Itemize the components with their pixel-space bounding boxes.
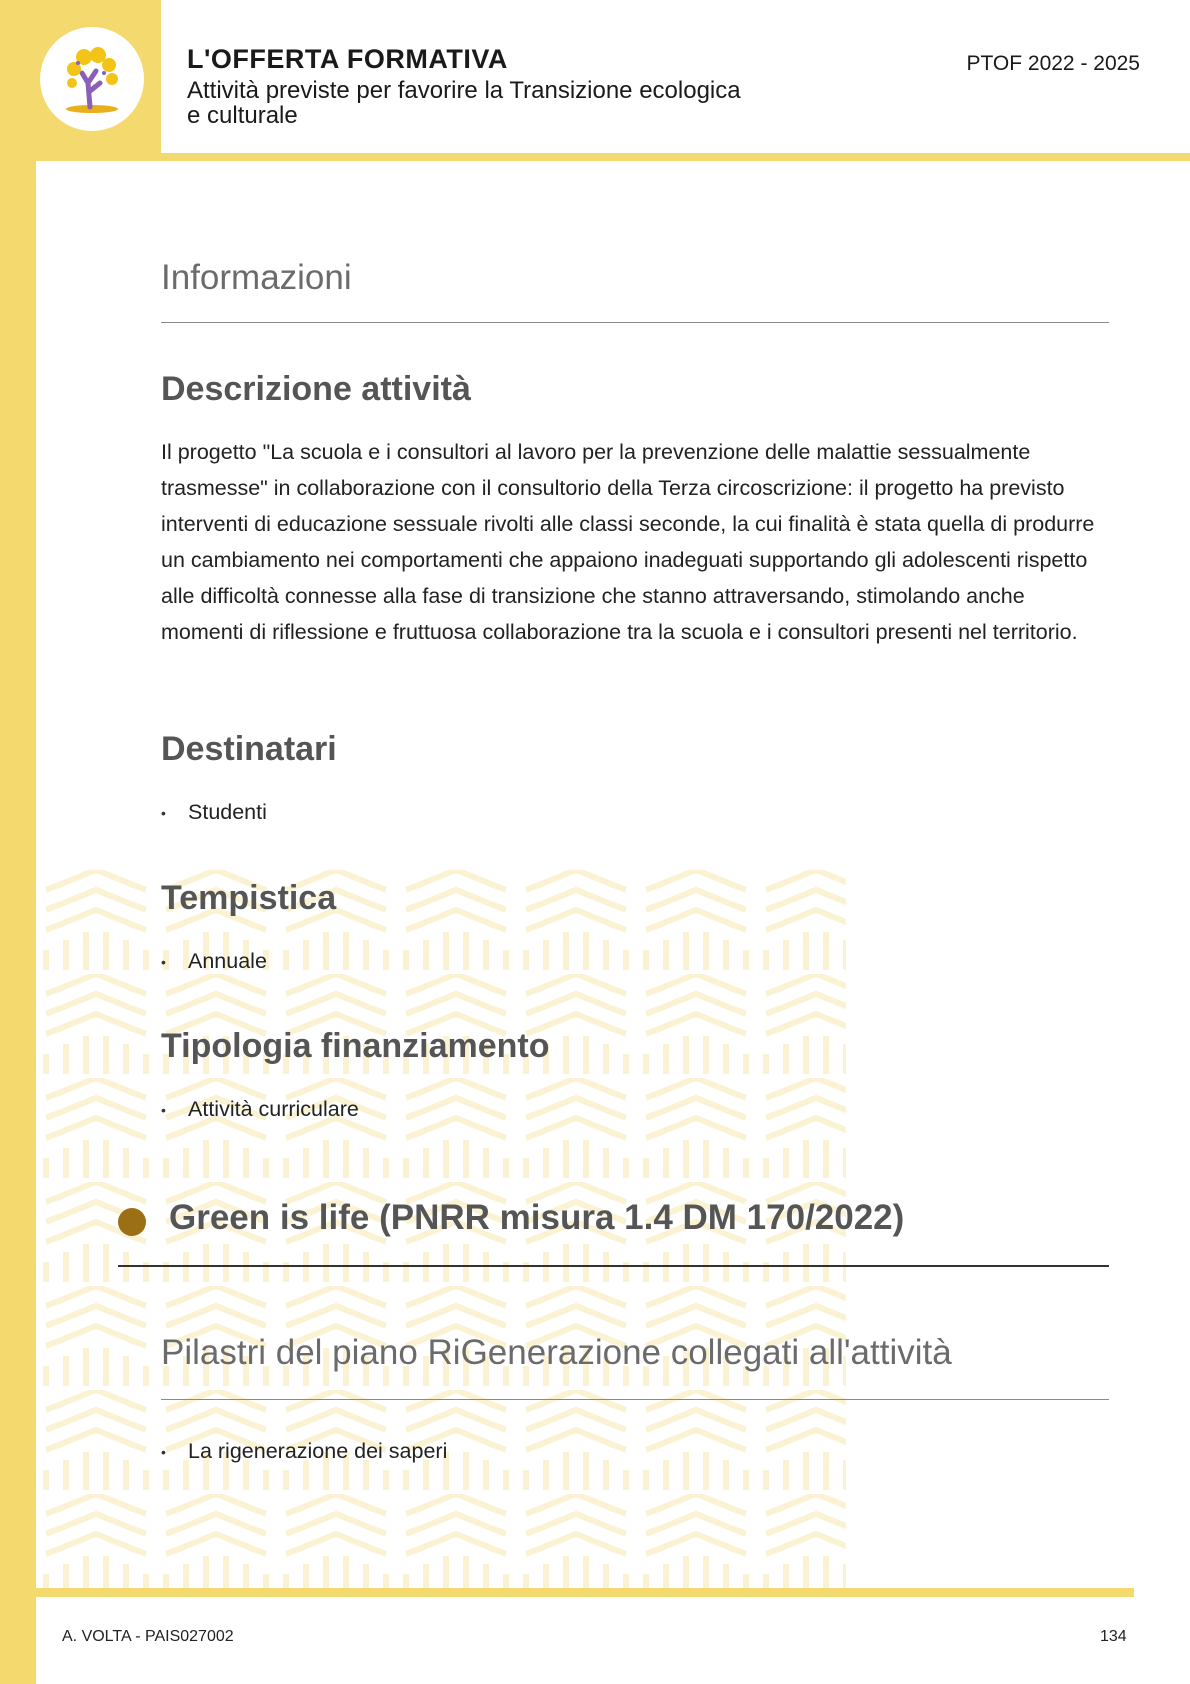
footer-school-code: A. VOLTA - PAIS027002 (62, 1628, 234, 1645)
page-number: 134 (1100, 1628, 1127, 1645)
description-text: Il progetto "La scuola e i consultori al lavoro per la prevenzione delle malattie sessualmente trasmesse" in collaborazione con il consultorio della Terza circoscrizione: il progetto ha previsto interventi di educazione sessuale rivolti alle classi seconde, la cui finalità è stata quella di produrre un cambiamento nei comportamenti che appaiono inadeguati supportando gli adolescenti rispetto alle difficoltà connesse alla fase di transizione che stanno attraversando, stimolando anche momenti di riflessione e fruttuosa collaborazione tra la scuola e i consultori presenti nel territorio. (161, 440, 1095, 644)
heading-destinatari: Destinatari (161, 730, 337, 768)
list-item (161, 1439, 447, 1464)
list-item (161, 1097, 359, 1122)
tree-logo-icon (52, 39, 132, 119)
school-logo (40, 27, 144, 131)
activity-divider (118, 1265, 1109, 1267)
activity-title: Green is life (PNRR misura 1.4 DM 170/2022) (169, 1198, 905, 1237)
header-subtitle: Attività previste per favorire la Transizione ecologica e culturale (187, 77, 741, 129)
bullet-icon: • (161, 1101, 166, 1118)
list-item (161, 949, 267, 974)
heading-finanziamento: Tipologia finanziamento (161, 1027, 550, 1065)
bullet-icon: • (161, 1443, 166, 1460)
list-item-label: Studenti (188, 800, 267, 824)
bullet-icon: • (161, 953, 166, 970)
section-divider (161, 1399, 1109, 1400)
bullet-icon: • (161, 804, 166, 821)
logo-block (0, 0, 161, 153)
section-title-informazioni: Informazioni (161, 258, 352, 297)
header-divider (36, 153, 1190, 161)
activity-marker-dot (118, 1208, 146, 1236)
section-divider (161, 322, 1109, 323)
heading-tempistica: Tempistica (161, 879, 337, 917)
heading-descrizione: Descrizione attività (161, 370, 471, 408)
left-accent-band (0, 0, 36, 1684)
list-item-label: La rigenerazione dei saperi (188, 1439, 448, 1463)
list-item-label: Attività curriculare (188, 1097, 359, 1121)
section-title-pilastri: Pilastri del piano RiGenerazione collegati all'attività (161, 1333, 952, 1372)
footer-divider (36, 1588, 1134, 1597)
list-item-label: Annuale (188, 949, 267, 973)
ptof-label: PTOF 2022 - 2025 (966, 52, 1140, 75)
header-title: L'OFFERTA FORMATIVA (187, 44, 508, 74)
list-item (161, 800, 267, 825)
